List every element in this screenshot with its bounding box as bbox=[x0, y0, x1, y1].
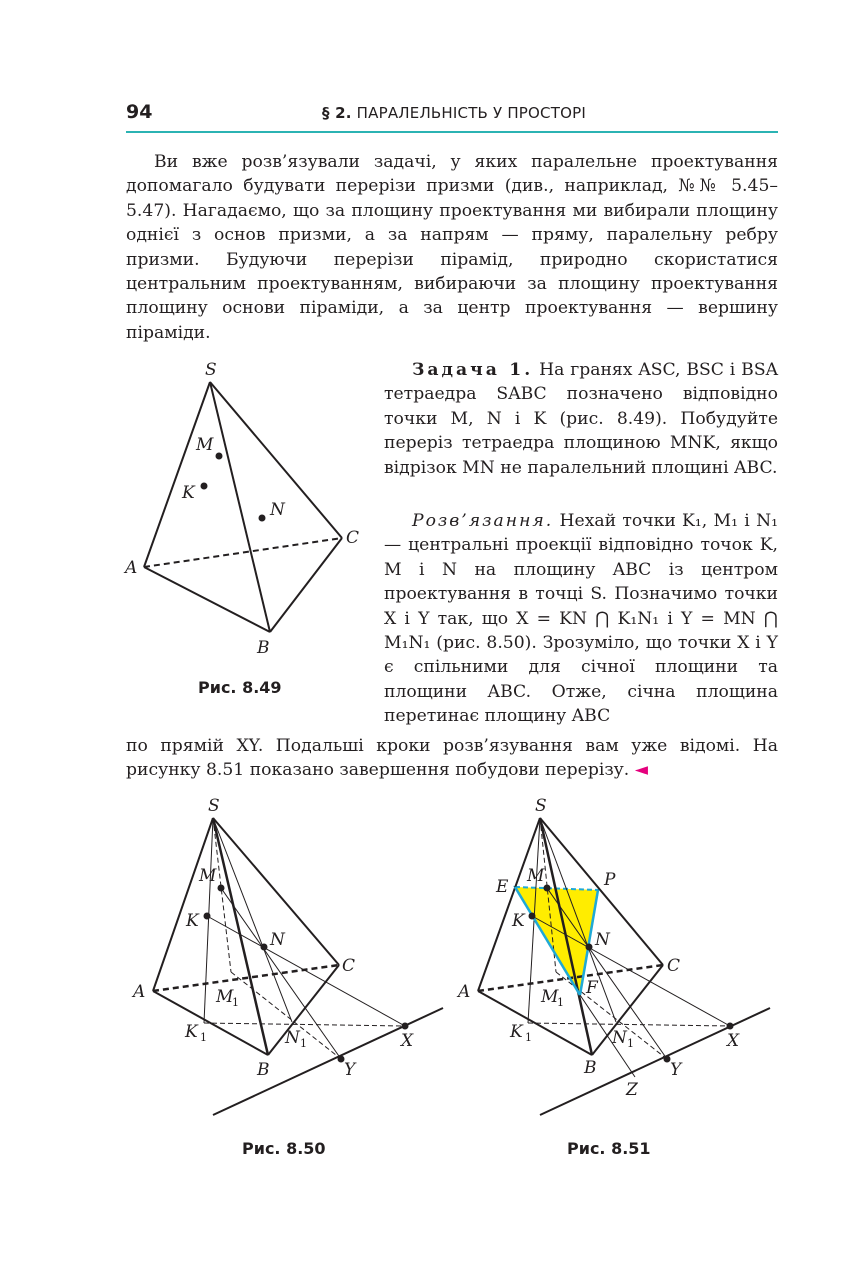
label-A: A bbox=[125, 558, 138, 578]
task-text: На гранях ASC, BSC і BSA тетраедра SABC позначено відповідно точки M, N і K (рис. 8.49). Побудуйте переріз тетраедра площиною MNK, якщо відрізок MN не паралельний площині ABC. bbox=[384, 360, 778, 478]
solution-text: Нехай точки K₁, M₁ і N₁ — центральні проекції відповідно точок K, M і N на площину ABC із центром проектування в точці S. Позначимо точки X і Y так, що X = KN ⋂ K₁N₁ і Y = MN ⋂ M₁N₁ (рис. 8.50). Зрозуміло, що точки X і Y є спільними для січної площини та площини ABC. Отже, січна площина перетинає площину ABC bbox=[384, 511, 778, 727]
section-title bbox=[322, 104, 586, 122]
label-Y: Y bbox=[344, 1060, 356, 1080]
label-X: X bbox=[401, 1031, 414, 1051]
label-N: N bbox=[270, 930, 285, 950]
label-C: C bbox=[667, 956, 681, 976]
label-K1: K bbox=[510, 1022, 523, 1042]
label-N1-sub: 1 bbox=[300, 1037, 307, 1050]
label-C: C bbox=[342, 956, 356, 976]
label-B: B bbox=[584, 1058, 597, 1078]
end-marker: ◄ bbox=[634, 760, 648, 781]
task-paragraph bbox=[384, 358, 778, 480]
label-M: M bbox=[527, 866, 545, 886]
label-S: S bbox=[205, 360, 217, 380]
label-K1: K bbox=[185, 1022, 198, 1042]
label-N: N bbox=[270, 500, 285, 520]
label-P: P bbox=[604, 870, 616, 890]
figure-8-50 bbox=[125, 795, 455, 1125]
label-M1-sub: 1 bbox=[557, 996, 564, 1009]
solution-paragraph bbox=[384, 509, 778, 729]
label-B: B bbox=[257, 1060, 270, 1080]
label-C: C bbox=[346, 528, 360, 548]
label-K1-sub: 1 bbox=[200, 1031, 207, 1044]
label-N1: N bbox=[285, 1028, 300, 1048]
page-header bbox=[126, 99, 778, 133]
label-B: B bbox=[257, 638, 270, 658]
caption-8-49: Рис. 8.49 bbox=[198, 678, 282, 697]
label-M1: M bbox=[541, 987, 559, 1007]
label-S: S bbox=[208, 796, 220, 816]
label-N: N bbox=[595, 930, 610, 950]
caption-8-51: Рис. 8.51 bbox=[567, 1139, 651, 1158]
label-F: F bbox=[586, 978, 598, 998]
figure-8-51 bbox=[450, 795, 790, 1125]
task-label: Задача 1. bbox=[412, 360, 534, 380]
label-Y: Y bbox=[670, 1060, 682, 1080]
label-M1-sub: 1 bbox=[232, 996, 239, 1009]
label-M: M bbox=[199, 866, 217, 886]
intro-paragraph: Ви вже розв’язували задачі, у яких паралельне проектування допомагало будувати перерізи призми (див., наприклад, №№ 5.45–5.47). Нагадаємо, що за площину проектування ми вибирали площину однієї з основ призми, а за напрям — пряму, паралельну ребру призми. Будуючи перерізи пірамід, природно скористатися центральним проектуванням, вибираючи за площину проектування площину основи піраміди, а за центр проектування — вершину піраміди. bbox=[126, 152, 778, 343]
solution-tail-text: по прямій XY. Подальші кроки розв’язування вам уже відомі. На рисунку 8.51 показано завершення побудови перерізу. bbox=[126, 736, 778, 781]
label-A: A bbox=[458, 982, 471, 1002]
label-N1-sub: 1 bbox=[627, 1037, 634, 1050]
section-name: ПАРАЛЕЛЬНІСТЬ У ПРОСТОРІ bbox=[356, 104, 586, 122]
label-M: M bbox=[196, 435, 214, 455]
label-A: A bbox=[133, 982, 146, 1002]
label-Z: Z bbox=[626, 1080, 638, 1100]
section-prefix: § 2. bbox=[322, 104, 352, 122]
label-X: X bbox=[727, 1031, 740, 1051]
label-M1: M bbox=[216, 987, 234, 1007]
solution-tail bbox=[126, 734, 778, 783]
figure-8-49 bbox=[120, 355, 370, 660]
label-E: E bbox=[496, 877, 509, 897]
caption-8-50: Рис. 8.50 bbox=[242, 1139, 326, 1158]
label-S: S bbox=[535, 796, 547, 816]
label-N1: N bbox=[612, 1028, 627, 1048]
solution-label: Розв’язання. bbox=[412, 511, 554, 531]
page-number: 94 bbox=[126, 101, 153, 123]
label-K: K bbox=[182, 483, 195, 503]
label-K: K bbox=[186, 911, 199, 931]
label-K: K bbox=[512, 911, 525, 931]
label-K1-sub: 1 bbox=[525, 1031, 532, 1044]
